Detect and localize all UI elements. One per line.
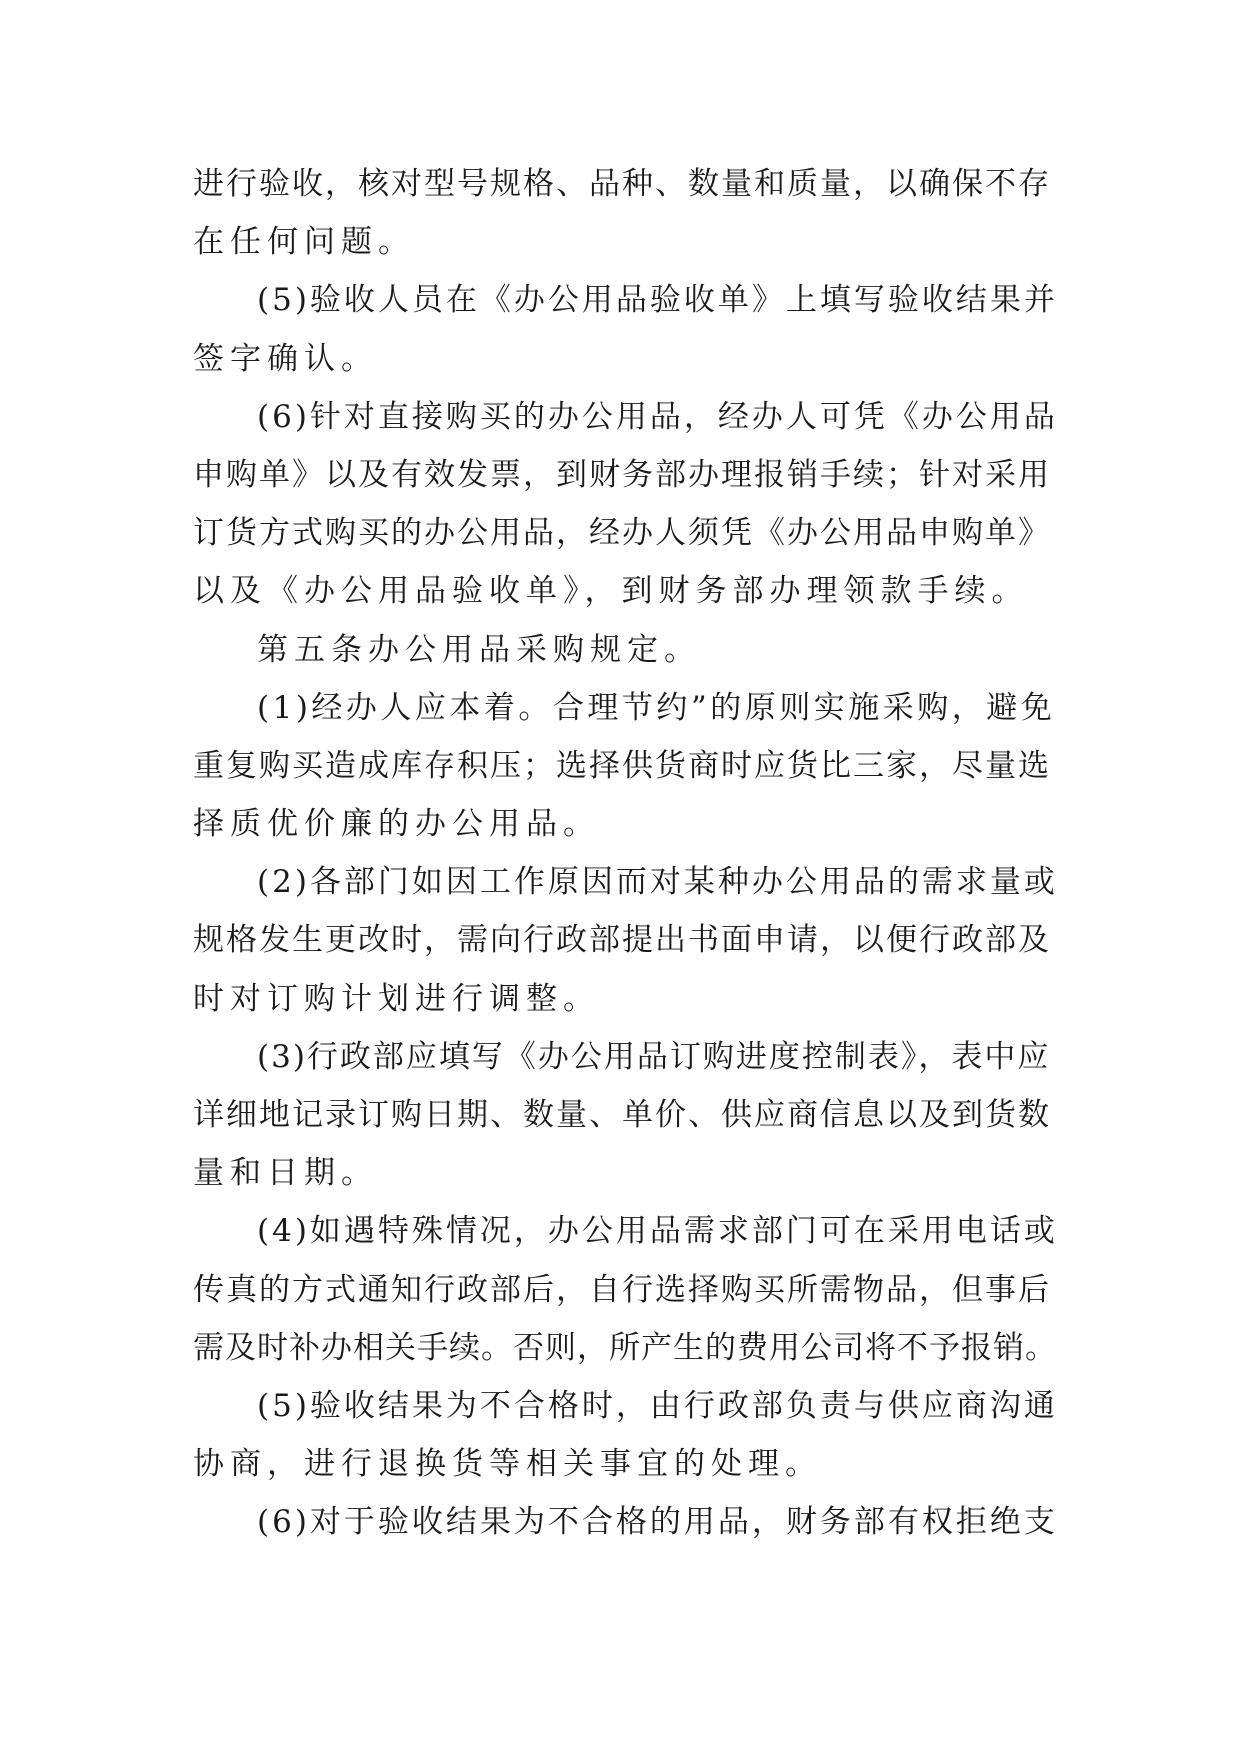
text-line: 申购单》以及有效发票，到财务部办理报销手续；针对采用 bbox=[193, 456, 1051, 493]
text-line: (4)如遇特殊情况，办公用品需求部门可在采用电话或 bbox=[257, 1213, 1058, 1250]
text-line: 订货方式购买的办公用品，经办人须凭《办公用品申购单》 bbox=[193, 515, 1051, 552]
text-line: 以及《办公用品验收单》，到财务部办理领款手续。 bbox=[193, 573, 1029, 610]
text-line: 进行验收，核对型号规格、品种、数量和质量，以确保不存 bbox=[193, 166, 1051, 202]
text-line: 在任何问题。 bbox=[193, 224, 415, 261]
text-line: (6)对于验收结果为不合格的用品，财务部有权拒绝支 bbox=[257, 1504, 1058, 1541]
text-line: 协商，进行退换货等相关事宜的处理。 bbox=[193, 1446, 822, 1483]
text-line: 重复购买造成库存积压；选择供货商时应货比三家，尽量选 bbox=[193, 747, 1051, 784]
text-line: 签字确认。 bbox=[193, 340, 378, 377]
text-line: 详细地记录订购日期、数量、单价、供应商信息以及到货数 bbox=[193, 1097, 1051, 1133]
text-line: (6)针对直接购买的办公用品，经办人可凭《办公用品 bbox=[257, 398, 1058, 435]
text-line: 传真的方式通知行政部后，自行选择购买所需物品，但事后 bbox=[193, 1271, 1051, 1308]
text-line: 量和日期。 bbox=[193, 1155, 378, 1192]
text-line: 需及时补办相关手续。否则，所产生的费用公司将不予报销。 bbox=[193, 1329, 1057, 1366]
section-heading: 第五条办公用品采购规定。 bbox=[257, 631, 701, 668]
text-line: 时对订购计划进行调整。 bbox=[193, 980, 600, 1017]
text-line: (5)验收结果为不合格时，由行政部负责与供应商沟通 bbox=[257, 1387, 1058, 1424]
text-line: 规格发生更改时，需向行政部提出书面申请，以便行政部及 bbox=[193, 922, 1051, 959]
text-line: (1)经办人应本着。合理节约”的原则实施采购，避免 bbox=[257, 689, 1056, 726]
text-line: (5)验收人员在《办公用品验收单》上填写验收结果并 bbox=[257, 282, 1058, 319]
document-body bbox=[193, 155, 1058, 1552]
text-line: (2)各部门如因工作原因而对某种办公用品的需求量或 bbox=[257, 864, 1058, 901]
text-line: (3)行政部应填写《办公用品订购进度控制表》，表中应 bbox=[257, 1038, 1051, 1075]
text-line: 择质优价廉的办公用品。 bbox=[193, 806, 600, 843]
